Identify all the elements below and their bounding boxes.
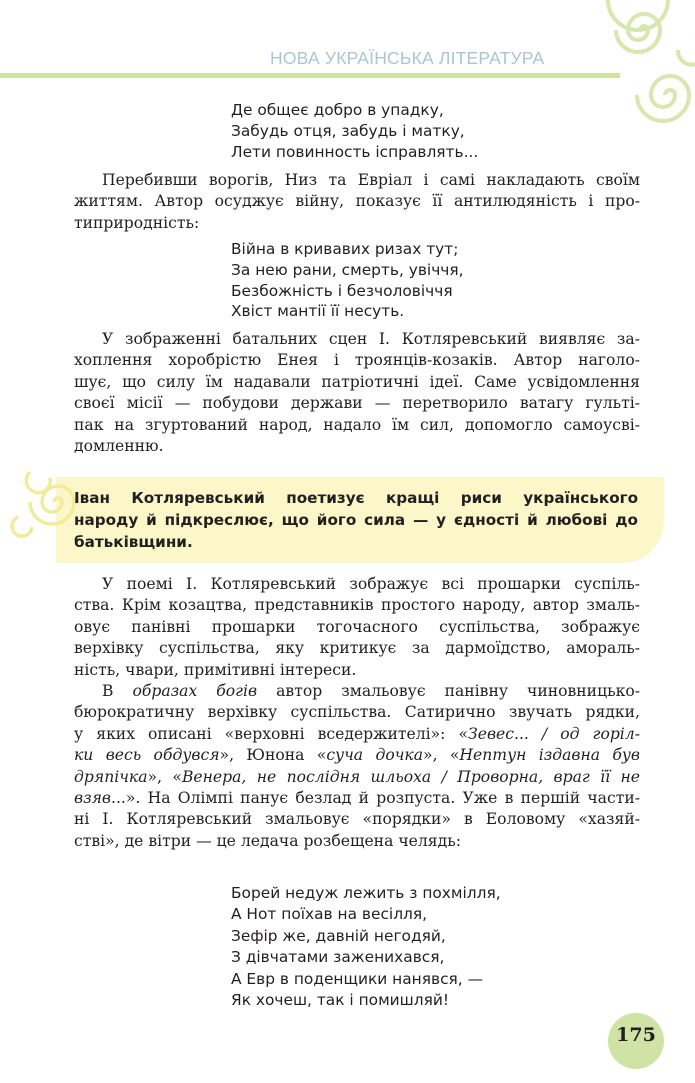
text-line: взяв...». На Олімпі панує безлад й розпуста. Уже в першій части-	[74, 789, 640, 808]
text-line: верхівку суспільства, яку критикує за дармоїдство, амораль-	[74, 639, 640, 658]
text-line: У поемі І. Котляревський зображує всі прошарки суспіль-	[102, 575, 640, 593]
text-line: У зображенні батальних сцен І. Котляревський виявляє за-	[102, 330, 640, 348]
text-line: ки весь обдувся», Юнона «суча дочка», «Нептун іздавна був	[74, 746, 641, 765]
text-line: своєї місії — побудови держави — перетворило ватагу гульті-	[74, 394, 640, 413]
verse-line: Хвіст мантії її несуть.	[231, 302, 405, 321]
decorative-swirl-icon	[568, 0, 695, 140]
italic-phrase: образах богів	[132, 682, 258, 700]
italic-quote: Венера, не послідня шльоха / Проворна, враг її не	[181, 767, 640, 786]
text-line: шує, що силу їм надавали патріотичні ідеї. Саме усвідомлення	[74, 372, 640, 391]
verse-line: Зефір же, давній негодяй,	[231, 926, 446, 945]
verse-line: Безбожність і безчоловіччя	[231, 281, 453, 300]
paragraph-1	[74, 170, 640, 234]
verse-block-3	[231, 883, 501, 1011]
text-line: домленню.	[74, 437, 164, 456]
italic-quote: Нептун іздавна був	[459, 746, 641, 765]
italic-quote: дряпічка	[74, 767, 148, 786]
key-idea-text	[74, 487, 638, 553]
text-line: Іван Котляревський поетизує кращі риси українського	[74, 489, 638, 507]
verse-line: Війна в кривавих ризах тут;	[231, 240, 459, 258]
text-line: бюрократичну верхівку суспільства. Сатирично звучать рядки,	[74, 703, 640, 722]
italic-quote: Зевес... / од горіл-	[468, 724, 640, 743]
verse-line: З дівчатами заженихався,	[231, 948, 445, 967]
decorative-swirl-icon	[10, 462, 80, 542]
text-line: овує панівні прошарки тогочасного суспільства, зображує	[74, 617, 640, 636]
text-line: ні І. Котляревський змальовує «порядки» в Еоловому «хазяй-	[74, 810, 640, 829]
text-line: ність, чвари, примітивні інтереси.	[74, 660, 357, 679]
verse-line: А Нот поїхав на весілля,	[231, 905, 428, 924]
paragraph-3	[74, 574, 640, 681]
text-line: хоплення хоробрістю Енея і троянців-козаків. Автор наголо-	[74, 351, 640, 370]
verse-line: Забудь отця, забудь і матку,	[231, 121, 465, 140]
verse-line: Як хочеш, так і помишляй!	[231, 991, 450, 1010]
text-line: пак на згуртований народ, надало їм сил, допомогло самоусві-	[74, 415, 640, 434]
header-divider	[0, 73, 620, 78]
text-line: життям. Автор осуджує війну, показує її антилюдяність і про-	[74, 192, 640, 211]
verse-line: Лети повинность ісправлять...	[231, 142, 479, 161]
text-line: стві», де вітри — це ледача розбещена челядь:	[74, 831, 461, 850]
italic-quote: суча дочка	[326, 746, 424, 765]
verse-block-1	[231, 100, 478, 162]
text-line: Перебивши ворогів, Низ та Евріал і самі накладають своїм	[102, 171, 640, 189]
text-line: батьківщини.	[74, 533, 193, 551]
text-line: ства. Крім козацтва, представників простого народу, автор змаль-	[74, 596, 640, 615]
text-line: типриродність:	[74, 213, 200, 232]
verse-line: Де общеє добро в упадку,	[231, 101, 444, 119]
italic-quote: взяв...	[74, 789, 126, 808]
verse-block-2	[231, 239, 464, 322]
verse-line: А Евр в поденщики нанявся, —	[231, 969, 483, 988]
paragraph-2	[74, 329, 640, 457]
header-title: НОВА УКРАЇНСЬКА ЛІТЕРАТУРА	[270, 48, 545, 68]
text-line: дряпічка», «Венера, не послідня шльоха / Проворна, враг її не	[74, 767, 640, 786]
text-line: В образах богів автор змальовує панівну чиновницько-	[102, 682, 640, 700]
page-number: 175	[616, 1024, 656, 1046]
verse-line: Борей недуж лежить з похмілля,	[231, 884, 501, 902]
text-line: народу й підкреслює, що його сила — у єдності й любові до	[74, 511, 638, 529]
italic-quote: ки весь обдувся	[74, 746, 220, 765]
text-line: у яких описані «верховні вседержителі»: «Зевес... / од горіл-	[74, 724, 640, 743]
paragraph-4	[74, 681, 640, 852]
verse-line: За нею рани, смерть, увiччя,	[231, 260, 464, 279]
